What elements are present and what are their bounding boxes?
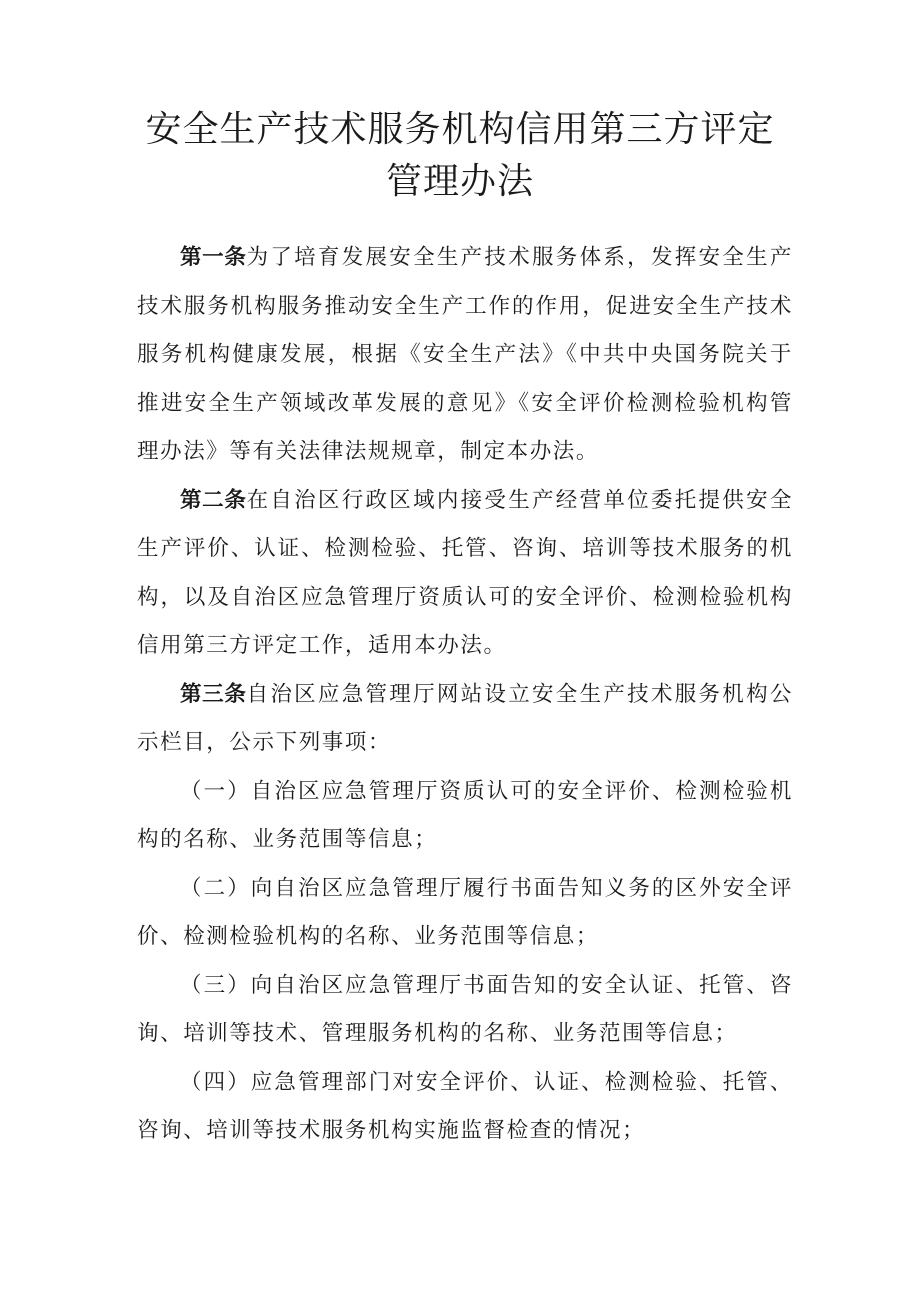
list-item-4: （四）应急管理部门对安全评价、认证、检测检验、托管、咨询、培训等技术服务机构实施监督检查的情况； <box>137 1069 793 1143</box>
article-2-text: 在自治区行政区域内接受生产经营单位委托提供安全生产评价、认证、检测检验、托管、咨询、培训等技术服务的机构，以及自治区应急管理厅资质认可的安全评价、检测检验机构信用第三方评定工作，适用本办法。 <box>137 487 793 658</box>
article-3-text: 自治区应急管理厅网站设立安全生产技术服务机构公示栏目，公示下列事项： <box>137 681 793 755</box>
list-item-2: （二）向自治区应急管理厅履行书面告知义务的区外安全评价、检测检验机构的名称、业务范围等信息； <box>137 875 793 949</box>
list-item-1: （一）自治区应急管理厅资质认可的安全评价、检测检验机构的名称、业务范围等信息； <box>137 778 793 852</box>
article-1 <box>137 234 793 477</box>
article-2 <box>137 477 793 671</box>
document-body <box>137 234 793 1156</box>
list-item-3: （三）向自治区应急管理厅书面告知的安全认证、托管、咨询、培训等技术、管理服务机构的名称、业务范围等信息； <box>137 972 793 1046</box>
article-3 <box>137 671 793 768</box>
article-3-heading: 第三条 <box>180 681 247 707</box>
article-2-heading: 第二条 <box>180 487 247 513</box>
article-1-heading: 第一条 <box>180 245 247 270</box>
article-1-text: 为了培育发展安全生产技术服务体系，发挥安全生产技术服务机构服务推动安全生产工作的作用，促进安全生产技术服务机构健康发展，根据《安全生产法》《中共中央国务院关于推进安全生产领域改革发展的意见》《安全评价检测检验机构管理办法》等有关法律法规规章，制定本办法。 <box>137 245 793 464</box>
document-title: 安全生产技术服务机构信用第三方评定管理办法 <box>145 109 775 202</box>
